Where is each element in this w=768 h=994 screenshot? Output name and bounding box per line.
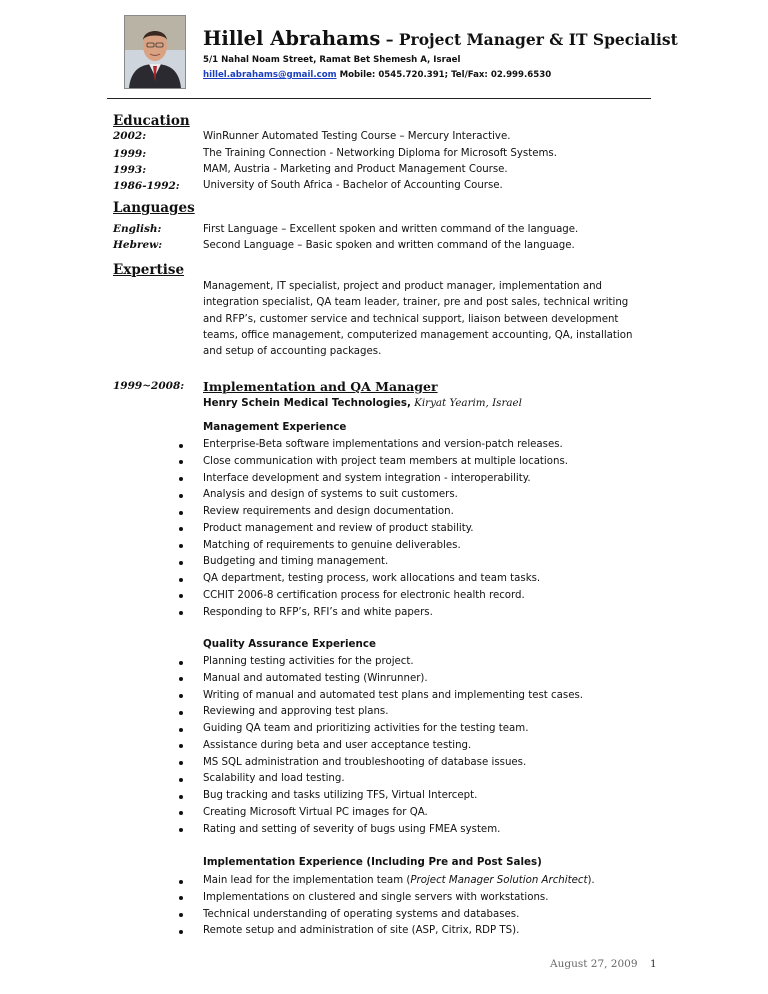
list-item (176, 771, 583, 788)
list-item-text: Writing of manual and automated test plans and implementing test cases. (203, 689, 584, 701)
bullet-icon (179, 795, 183, 799)
list-item-text: ). (587, 875, 595, 886)
list-item (176, 923, 595, 940)
list-item (176, 704, 583, 721)
list-item (176, 504, 568, 521)
job-title: Implementation and QA Manager (203, 379, 438, 394)
list-item (176, 654, 583, 671)
company-location: Kiryat Yearim, Israel (410, 397, 522, 409)
bullet-icon (179, 728, 183, 732)
list-item-text: Product management and review of product stability. (203, 522, 474, 534)
bullet-icon (179, 896, 183, 900)
footer-date: August 27, 2009 (550, 958, 638, 970)
list-item-text: Main lead for the implementation team ( (203, 875, 411, 886)
language-label: English: (113, 223, 162, 235)
list-item-text: Enterprise-Beta software implementations and version-patch releases. (203, 439, 563, 450)
education-entry: WinRunner Automated Testing Course – Mercury Interactive. (203, 131, 511, 142)
bullet-icon (179, 694, 183, 698)
bullet-icon (179, 661, 183, 665)
bullet-icon (179, 594, 183, 598)
list-item-emphasis: Project Manager Solution Architect (410, 875, 588, 886)
list-item-text: CCHIT 2006-8 certification process for electronic health record. (203, 589, 525, 601)
list-item-text: Reviewing and approving test plans. (203, 706, 389, 718)
management-experience-heading: Management Experience (203, 421, 347, 433)
list-item (176, 571, 568, 588)
list-item-text: MS SQL administration and troubleshooting of database issues. (203, 756, 527, 768)
list-item-text: Planning testing activities for the project. (203, 656, 414, 667)
list-item-text: Matching of requirements to genuine deliverables. (203, 539, 461, 551)
list-item-text: QA department, testing process, work allocations and team tasks. (203, 573, 541, 584)
expertise-line: integration specialist, QA team leader, trainer, pre and post sales, technical writing (203, 297, 629, 309)
list-item-text: Creating Microsoft Virtual PC images for QA. (203, 806, 428, 818)
bullet-icon (179, 913, 183, 917)
list-item-text: Remote setup and administration of site (ASP, Citrix, RDP TS). (203, 925, 520, 937)
expertise-line: and setup of accounting packages. (203, 346, 382, 358)
list-item (176, 873, 595, 890)
list-item (176, 588, 568, 605)
language-entry: Second Language – Basic spoken and written command of the language. (203, 240, 575, 251)
list-item-text: Review requirements and design documentation. (203, 506, 454, 517)
implementation-experience-heading: Implementation Experience (Including Pre and Post Sales) (203, 856, 542, 868)
implementation-experience-list (176, 873, 595, 940)
list-item (176, 738, 583, 755)
language-label: Hebrew: (113, 239, 163, 251)
education-entry: The Training Connection - Networking Diploma for Microsoft Systems. (203, 148, 557, 159)
bullet-icon (179, 761, 183, 765)
address-line: 5/1 Nahal Noam Street, Ramat Bet Shemesh A, Israel (203, 55, 461, 65)
language-entry: First Language – Excellent spoken and written command of the language. (203, 224, 579, 235)
bullet-icon (179, 677, 183, 681)
list-item (176, 805, 583, 822)
list-item (176, 471, 568, 488)
bullet-icon (179, 811, 183, 815)
expertise-line: Management, IT specialist, project and product manager, implementation and (203, 281, 603, 292)
header-divider (107, 98, 651, 99)
bullet-icon (179, 578, 183, 582)
list-item (176, 437, 568, 454)
job-period: 1999~2008: (113, 380, 185, 392)
profile-photo (124, 15, 186, 89)
list-item-text: Technical understanding of operating systems and databases. (203, 908, 520, 920)
list-item-text: Close communication with project team members at multiple locations. (203, 455, 568, 467)
list-item (176, 788, 583, 805)
candidate-name: Hillel Abrahams (203, 27, 381, 50)
list-item (176, 688, 583, 705)
list-item (176, 907, 595, 924)
list-item (176, 890, 595, 907)
bullet-icon (179, 527, 183, 531)
list-item (176, 538, 568, 555)
bullet-icon (179, 544, 183, 548)
list-item-text: Assistance during beta and user acceptance testing. (203, 739, 472, 751)
education-entry: MAM, Austria - Marketing and Product Management Course. (203, 164, 508, 175)
list-item (176, 671, 583, 688)
job-employer (203, 397, 522, 409)
list-item (176, 605, 568, 622)
list-item-text: Manual and automated testing (Winrunner). (203, 672, 428, 684)
bullet-icon (179, 930, 183, 934)
candidate-title: – Project Manager & IT Specialist (380, 30, 678, 49)
bullet-icon (179, 744, 183, 748)
list-item-text: Bug tracking and tasks utilizing TFS, Virtual Intercept. (203, 790, 478, 801)
bullet-icon (179, 477, 183, 481)
list-item (176, 487, 568, 504)
list-item-text: Interface development and system integration - interoperability. (203, 472, 531, 484)
bullet-icon (179, 711, 183, 715)
bullet-icon (179, 778, 183, 782)
list-item (176, 721, 583, 738)
list-item-text: Rating and setting of severity of bugs using FMEA system. (203, 823, 501, 835)
expertise-heading: Expertise (113, 262, 185, 278)
education-year: 1999: (113, 148, 147, 160)
education-entry: University of South Africa - Bachelor of Accounting Course. (203, 180, 503, 191)
qa-experience-heading: Quality Assurance Experience (203, 638, 376, 650)
contact-line (203, 70, 551, 80)
list-item-text: Responding to RFP’s, RFI’s and white papers. (203, 606, 433, 618)
management-experience-list (176, 437, 568, 621)
expertise-line: teams, office management, computerized management accounting, QA, installation (203, 329, 633, 341)
expertise-line: and RFP’s, customer service and technical support, liaison between development (203, 313, 619, 325)
list-item (176, 755, 583, 772)
bullet-icon (179, 460, 183, 464)
bullet-icon (179, 561, 183, 565)
list-item-text: Budgeting and timing management. (203, 556, 389, 568)
education-heading: Education (113, 113, 190, 129)
expertise-paragraph (203, 279, 663, 360)
education-year: 2002: (113, 130, 147, 142)
list-item-text: Implementations on clustered and single servers with workstations. (203, 891, 549, 903)
bullet-icon (179, 511, 183, 515)
list-item (176, 521, 568, 538)
list-item (176, 454, 568, 471)
bullet-icon (179, 494, 183, 498)
company-name: Henry Schein Medical Technologies, (203, 397, 411, 409)
email-link[interactable]: hillel.abrahams@gmail.com (203, 70, 337, 80)
bullet-icon (179, 611, 183, 615)
list-item-text: Analysis and design of systems to suit customers. (203, 489, 458, 501)
resume-header-name (203, 27, 678, 50)
languages-heading: Languages (113, 200, 195, 216)
page-number: 1 (650, 958, 657, 970)
education-year: 1993: (113, 164, 147, 176)
phone-numbers: Mobile: 0545.720.391; Tel/Fax: 02.999.6530 (336, 70, 552, 80)
list-item (176, 554, 568, 571)
bullet-icon (179, 880, 183, 884)
bullet-icon (179, 444, 183, 448)
education-year: 1986-1992: (113, 180, 180, 192)
list-item (176, 822, 583, 839)
bullet-icon (179, 828, 183, 832)
list-item-text: Scalability and load testing. (203, 773, 345, 785)
qa-experience-list (176, 654, 583, 838)
list-item-text: Guiding QA team and prioritizing activities for the testing team. (203, 723, 529, 734)
